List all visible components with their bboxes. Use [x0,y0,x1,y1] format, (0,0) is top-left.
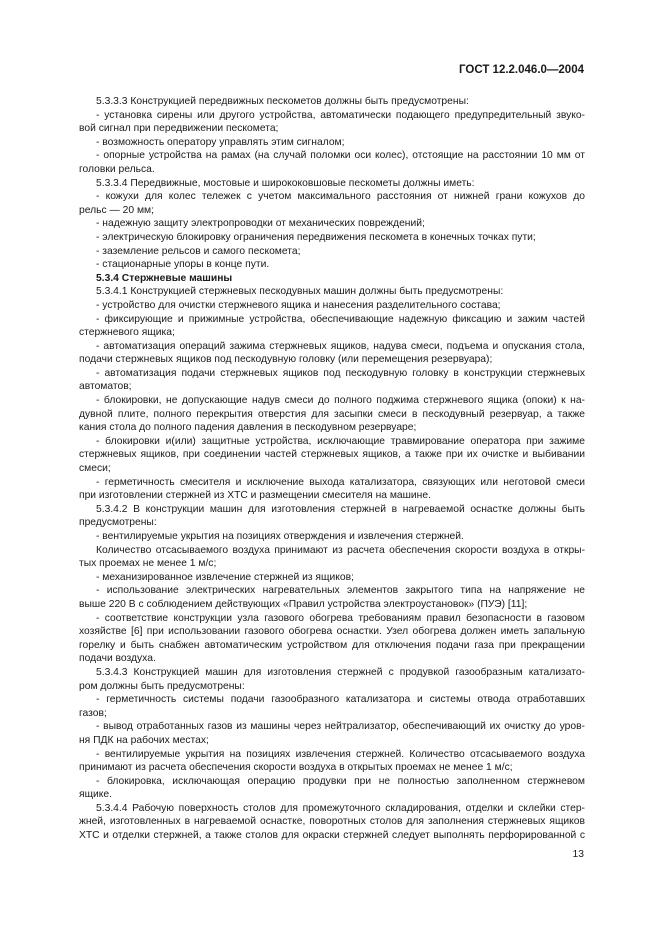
paragraph-line: ХТС и отделки стержней, а также столов для окраски стержней следует выполнять перфорированной с [79,830,585,842]
paragraph-line: - вентилируемые укрытия на позициях извлечения стержней. Количество отсасываемого воздуха [96,748,585,760]
paragraph-line: - электрическую блокировку ограничения передвижения пескомета в конечных точках пути; [96,231,536,243]
paragraph-line: - использование электрических нагревательных элементов закрытого типа на напряжение не [96,585,585,597]
document-header-id: ГОСТ 12.2.046.0—2004 [459,64,584,76]
paragraph-line: дувной плите, полного перекрытия отверстия для засыпки смеси в пескодувный резервуар, а также [79,408,585,420]
paragraph-line: смеси; [79,463,111,475]
paragraph-line: - блокировки, не допускающие надув смеси до полного поджима стержневого ящика (опоки) к на- [96,395,585,407]
paragraph-line: - фиксирующие и прижимные устройства, обеспечивающие надежную фиксацию и зажим частей [96,313,585,325]
paragraph-line: тых проемах не менее 1 м/с; [79,558,217,570]
paragraph-line: 5.3.4.1 Конструкцией стержневых пескодувных машин должны быть предусмотрены: [96,286,504,298]
paragraph-line: кания стола до полного падения давления в пескодувном резервуаре; [79,422,417,434]
paragraph-line: стержневых ящиков, при соединении частей стержневых ящиков, а также при их очистке и выбивании [79,449,585,461]
paragraph-line: - установка сирены или другого устройства, автоматически подающего предупредительный звуко- [96,109,585,121]
paragraph-line: ром должны быть предусмотрены: [79,680,245,692]
paragraph-line: подачи воздуха. [79,653,156,665]
paragraph-line: газов; [79,707,107,719]
section-heading: 5.3.4 Стержневые машины [96,272,233,284]
paragraph-line: 5.3.4.4 Рабочую поверхность столов для промежуточного складирования, отделки и склейки стер- [96,802,585,814]
paragraph-line: - автоматизация операций зажима стержневых ящиков, надува смеси, подъема и опускания стола, [96,340,585,352]
paragraph-line: 5.3.3.4 Передвижные, мостовые и ширококовшовые пескометы должны иметь: [96,177,475,189]
paragraph-line: - вентилируемые укрытия на позициях отверждения и извлечения стержней. [96,531,464,542]
paragraph-line: - герметичность системы подачи газообразного катализатора и системы отвода отработавших [96,694,585,706]
paragraph-line: - устройство для очистки стержневого ящика и нанесения разделительного состава; [96,299,501,311]
paragraph-line: - автоматизация подачи стержневых ящиков под пескодувную головку в конструкции стержневых [96,367,585,379]
paragraph-line: Количество отсасываемого воздуха принимают из расчета обеспечения скорости воздуха в откры- [96,544,585,556]
paragraph-line: автоматов; [79,381,132,393]
paragraph-line: - кожухи для колес тележек с учетом максимального расстояния от нижней грани кожухов до [96,191,585,203]
paragraph-line: - соответствие конструкции узла газового обогрева требованиям правил безопасности в газовом [96,612,585,624]
paragraph-line: выше 220 В с соблюдением действующих «Правил устройства электроустановок» (ПУЭ) [11]; [79,598,528,610]
paragraph-line: - блокировки и(или) защитные устройства, исключающие травмирование оператора при зажиме [96,435,585,447]
paragraph-line: - опорные устройства на рамах (на случай поломки оси колес), отстоящие на расстоянии 10 мм от [96,150,585,162]
paragraph-line: рельс — 20 мм; [79,204,154,216]
paragraph-line: головки рельса. [79,163,155,175]
paragraph-line: 5.3.3.3 Конструкцией передвижных пескометов должны быть предусмотрены: [96,96,469,107]
paragraph-line: жней, изготовленных в нагреваемой оснастке, поворотных столов для заполнения стержневых ящиков [79,816,585,828]
paragraph-line: стержневого ящика; [79,327,175,339]
paragraph-line: - заземление рельсов и самого пескомета; [96,245,301,257]
document-body [79,95,585,843]
paragraph-line: - механизированное извлечение стержней из ящиков; [96,571,354,583]
paragraph-line: 5.3.4.2 В конструкции машин для изготовления стержней в нагреваемой оснастке должны быть [96,503,585,515]
paragraph-line: - блокировка, исключающая операцию продувки при не полностью заполненном стержневом [96,775,585,787]
paragraph-line: вой сигнал при передвижении пескомета; [79,123,279,135]
paragraph-line: подачи стержневых ящиков под пескодувную головку (или перемещения резервуара); [79,354,493,366]
paragraph-line: - стационарные упоры в конце пути. [96,259,270,271]
paragraph-line: при изготовлении стержней из ХТС и размещении смесителя на машине. [79,490,431,502]
paragraph-line: хозяйстве [6] при использовании газового обогрева оснастки. Узел обогрева должен иметь запальную [79,626,585,638]
paragraph-line: - герметичность смесителя и исключение выхода катализатора, связующих или неготовой смеси [96,476,585,488]
paragraph-line: - надежную защиту электропроводки от механических повреждений; [96,218,425,230]
paragraph-line: принимают из расчета обеспечения скорости воздуха в открытых проемах не менее 1 м/с; [79,762,513,774]
paragraph-line: - вывод отработанных газов из машины через нейтрализатор, обеспечивающий их очистку до уров- [96,721,585,733]
paragraph-line: 5.3.4.3 Конструкцией машин для изготовления стержней с продувкой газообразным катализато- [96,666,585,678]
paragraph-line: предусмотрены: [79,517,157,529]
paragraph-line: - возможность оператору управлять этим сигналом; [96,136,345,148]
page-number: 13 [572,849,584,860]
paragraph-line: горелку и быть снабжен автоматическим устройством для отключения подачи газа при прекращении [79,639,585,651]
paragraph-line: ня ПДК на рабочих местах; [79,734,209,746]
paragraph-line: ящике. [79,789,113,801]
